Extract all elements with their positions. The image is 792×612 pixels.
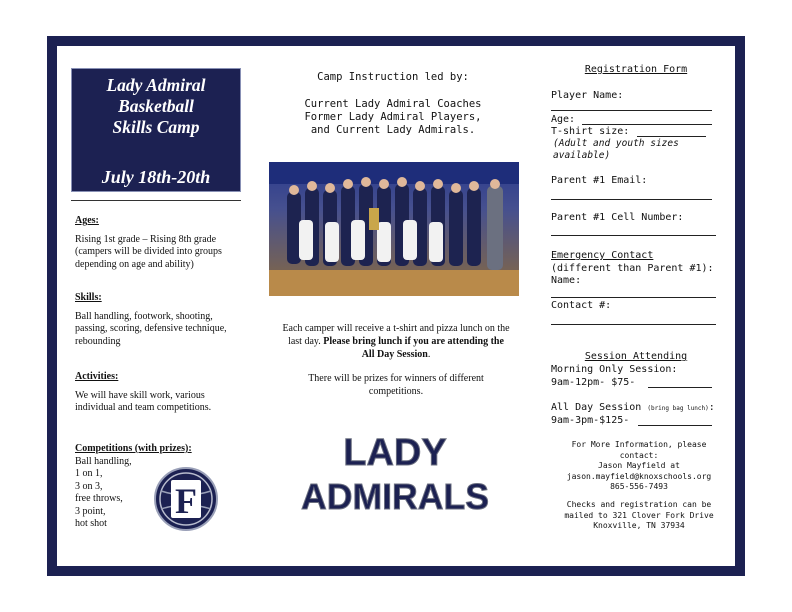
mailing-line: mailed to 321 Clover Fork Drive	[564, 510, 714, 520]
contact-phone: 865-556-7493	[610, 482, 668, 491]
camp-title: Lady Admiral Basketball Skills Camp	[106, 75, 206, 137]
contact-line: For More Information, please	[571, 440, 707, 449]
competition-item: hot shot	[75, 518, 107, 529]
competition-item: Ball handling,	[75, 455, 132, 467]
morning-session-time: 9am-12pm- $75-	[551, 377, 636, 388]
instruction-heading: Camp Instruction led by:	[317, 71, 469, 83]
age-field[interactable]	[582, 124, 712, 125]
parent-email-field[interactable]	[551, 199, 712, 200]
mailing-line: Checks and registration can be	[566, 500, 712, 509]
contact-line: contact:	[619, 450, 659, 460]
svg-text:LADY: LADY	[343, 432, 447, 474]
activities-text: We will have skill work, various individual and team competitions.	[75, 389, 212, 413]
session-heading: Session Attending	[584, 351, 688, 362]
age-label: Age:	[551, 114, 576, 125]
school-logo	[153, 466, 219, 532]
parent-cell-label: Parent #1 Cell Number:	[551, 212, 684, 223]
camper-info: Each camper will receive a t-shirt and pizza lunch on the last day. Please bring lunch if you are attending the All Day Session.	[282, 323, 510, 360]
competition-item: free throws,	[75, 493, 123, 504]
skills-heading: Skills:	[75, 292, 102, 303]
basketball-icon	[153, 466, 219, 532]
svg-text:ADMIRALS: ADMIRALS	[301, 476, 489, 517]
morning-session-field[interactable]	[648, 387, 712, 388]
instruction-line: Current Lady Admiral Coaches	[304, 98, 482, 110]
skills-text: Ball handling, footwork, shooting, passing, scoring, defensive technique, rebounding	[75, 310, 227, 347]
emergency-note: (different than Parent #1):	[551, 263, 714, 274]
ages-heading: Ages:	[75, 215, 99, 226]
camp-title-box	[71, 68, 241, 192]
contact-info	[548, 440, 730, 493]
ages-text: Rising 1st grade – Rising 8th grade (campers will be divided into groups depending on age and ability)	[75, 233, 222, 270]
activities-heading: Activities:	[75, 371, 119, 382]
emergency-name-label: Name:	[551, 275, 582, 286]
competition-item: 1 on 1,	[75, 468, 103, 479]
mailing-info	[548, 500, 730, 532]
tshirt-field[interactable]	[637, 136, 706, 137]
mailing-line: Knoxville, TN 37934	[593, 521, 685, 530]
emergency-contact-label: Contact #:	[551, 300, 612, 311]
competition-item: 3 point,	[75, 505, 106, 517]
contact-email: jason.mayfield@knoxschools.org	[566, 471, 712, 481]
allday-session-label: All Day Session (bring bag lunch):	[551, 402, 715, 413]
instruction-line: Former Lady Admiral Players,	[304, 111, 482, 123]
camp-dates: July 18th-20th	[101, 167, 211, 187]
morning-session-label: Morning Only Session:	[551, 364, 678, 375]
parent-cell-field[interactable]	[551, 235, 716, 236]
activities-section	[75, 371, 235, 415]
player-name-field[interactable]	[551, 110, 712, 111]
title-divider	[71, 200, 241, 201]
camper-info-text: Each camper will receive a t-shirt and pizza lunch on the last day.	[282, 323, 510, 347]
allday-session-field[interactable]	[638, 425, 712, 426]
instruction-block	[268, 71, 518, 137]
instruction-line: and Current Lady Admirals.	[310, 124, 476, 136]
parent-email-label: Parent #1 Email:	[551, 175, 648, 186]
team-photo-image	[269, 162, 519, 296]
competition-item: 3 on 3,	[75, 480, 103, 492]
form-heading: Registration Form	[584, 64, 688, 75]
emergency-heading: Emergency Contact	[551, 250, 654, 261]
lady-admirals-logo	[298, 425, 493, 520]
allday-session-note: (bring bag lunch)	[647, 405, 709, 412]
player-name-label: Player Name:	[551, 90, 624, 101]
ages-section	[75, 215, 245, 271]
bring-lunch-note: Please bring lunch if you are attending the All Day Session	[323, 336, 504, 360]
emergency-name-field[interactable]	[551, 297, 716, 298]
emergency-contact-field[interactable]	[551, 324, 716, 325]
allday-session-time: 9am-3pm-$125-	[551, 415, 630, 426]
team-photo	[269, 162, 519, 296]
skills-section	[75, 292, 245, 348]
tshirt-label: T-shirt size:	[551, 126, 630, 137]
tshirt-note: (Adult and youth sizes available)	[553, 138, 679, 161]
prizes-note: There will be prizes for winners of different competitions.	[308, 373, 484, 397]
competitions-heading: Competitions (with prizes):	[75, 443, 192, 454]
svg-text:F: F	[175, 481, 197, 521]
wordmark-logo	[298, 425, 493, 520]
contact-line: Jason Mayfield at	[598, 461, 680, 470]
